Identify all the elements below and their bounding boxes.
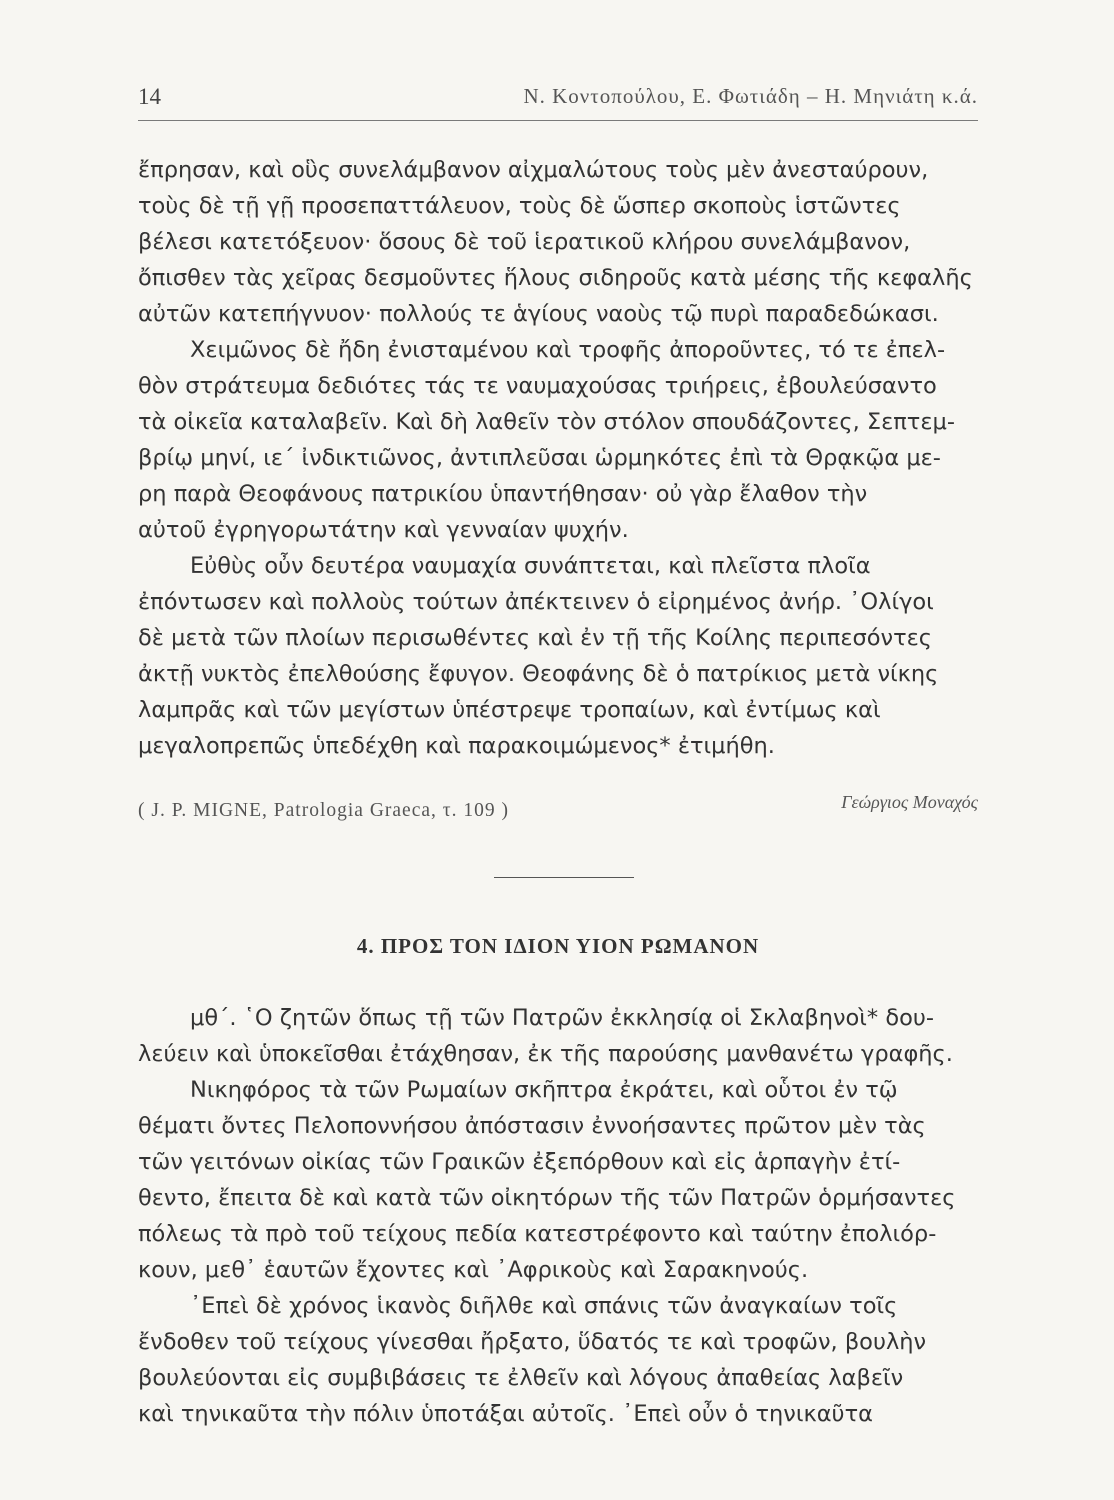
text-line: τοὺς δὲ τῇ γῇ προσεπαττάλευον, τοὺς δὲ ὥσπερ σκοποὺς ἱστῶντες xyxy=(138,193,901,219)
text-line: Εὐθὺς οὖν δευτέρα ναυμαχία συνάπτεται, καὶ πλεῖστα πλοῖα xyxy=(190,553,871,579)
text-line: δὲ μετὰ τῶν πλοίων περισωθέντες καὶ ἐν τῇ τῆς Κοίλης περιπεσόντες xyxy=(138,625,933,651)
text-line: καὶ τηνικαῦτα τὴν πόλιν ὑποτάξαι αὐτοῖς. ᾿Επεὶ οὖν ὁ τηνικαῦτα xyxy=(138,1401,873,1427)
text-line: ἔπρησαν, καὶ οὓς συνελάμβανον αἰχμαλώτους τοὺς μὲν ἀνεσταύρουν, xyxy=(138,157,929,183)
page-number: 14 xyxy=(138,84,161,109)
passage-2 xyxy=(138,1000,988,1432)
section-title: 4. ΠΡΟΣ ΤΟΝ ΙΔΙΟΝ ΥΙΟΝ ΡΩΜΑΝΟΝ xyxy=(356,934,760,958)
text-line: μεγαλοπρεπῶς ὑπεδέχθη καὶ παρακοιμώμενος* ἐτιμήθη. xyxy=(138,733,775,759)
text-line: κουν, μεθ᾽ ἑαυτῶν ἔχοντες καὶ ᾿Αφρικοὺς καὶ Σαρακηνούς. xyxy=(138,1257,809,1283)
text-line: λαμπρᾶς καὶ τῶν μεγίστων ὑπέστρεψε τροπαίων, καὶ ἐντίμως καὶ xyxy=(138,697,881,723)
text-line: αὐτῶν κατεπήγνυον· πολλούς τε ἁγίους ναοὺς τῷ πυρὶ παραδεδώκασι. xyxy=(138,301,939,327)
text-line: μθ΄. ῾Ο ζητῶν ὅπως τῇ τῶν Πατρῶν ἐκκλησίᾳ οἱ Σκλαβηνοὶ* δου- xyxy=(190,1005,934,1031)
text-line: ἀκτῇ νυκτὸς ἐπελθούσης ἔφυγον. Θεοφάνης δὲ ὁ πατρίκιος μετὰ νίκης xyxy=(138,661,939,687)
citation-author: Γεώργιος Μοναχός xyxy=(841,792,978,812)
text-line: βρίῳ μηνί, ιε΄ ἰνδικτιῶνος, ἀντιπλεῦσαι ὡρμηκότες ἐπὶ τὰ Θρᾳκῷα με- xyxy=(138,445,941,471)
text-line: θέματι ὄντες Πελοποννήσου ἀπόστασιν ἐννοήσαντες πρῶτον μὲν τὰς xyxy=(138,1113,926,1139)
text-line: ἔνδοθεν τοῦ τείχους γίνεσθαι ἤρξατο, ὕδατός τε καὶ τροφῶν, βουλὴν xyxy=(138,1329,927,1355)
text-line: Νικηφόρος τὰ τῶν Ρωμαίων σκῆπτρα ἐκράτει, καὶ οὗτοι ἐν τῷ xyxy=(190,1077,898,1103)
citation-source: ( J. P. MIGNE, Patrologia Graeca, τ. 109 ) xyxy=(138,800,509,821)
text-line: ρη παρὰ Θεοφάνους πατρικίου ὑπαντήθησαν· οὐ γὰρ ἔλαθον τὴν xyxy=(138,481,868,507)
text-line: θεντο, ἔπειτα δὲ καὶ κατὰ τῶν οἰκητόρων τῆς τῶν Πατρῶν ὁρμήσαντες xyxy=(138,1185,956,1211)
text-line: βουλεύονται εἰς συμβιβάσεις τε ἐλθεῖν καὶ λόγους ἀπαθείας λαβεῖν xyxy=(138,1365,904,1391)
page-header xyxy=(138,84,978,121)
passage-1 xyxy=(138,152,988,764)
text-line: βέλεσι κατετόξευον· ὅσους δὲ τοῦ ἱερατικοῦ κλήρου συνελάμβανον, xyxy=(138,229,911,255)
section-divider xyxy=(494,877,634,878)
running-head: Ν. Κοντοπούλου, Ε. Φωτιάδη – Η. Μηνιάτη κ.ά. xyxy=(523,84,978,108)
text-line: τὰ οἰκεῖα καταλαβεῖν. Καὶ δὴ λαθεῖν τὸν στόλον σπουδάζοντες, Σεπτεμ- xyxy=(138,409,955,435)
text-line: ὄπισθεν τὰς χεῖρας δεσμοῦντες ἥλους σιδηροῦς κατὰ μέσης τῆς κεφαλῆς xyxy=(138,265,973,291)
text-line: πόλεως τὰ πρὸ τοῦ τείχους πεδία κατεστρέφοντο καὶ ταύτην ἐπολιόρ- xyxy=(138,1221,937,1247)
text-line: λεύειν καὶ ὑποκεῖσθαι ἐτάχθησαν, ἐκ τῆς παρούσης μανθανέτω γραφῆς. xyxy=(138,1041,953,1067)
text-line: αὐτοῦ ἐγρηγορωτάτην καὶ γενναίαν ψυχήν. xyxy=(138,517,629,543)
text-line: ἐπόντωσεν καὶ πολλοὺς τούτων ἀπέκτεινεν ὁ εἰρημένος ἀνήρ. ᾿Ολίγοι xyxy=(138,589,934,615)
text-line: ᾿Επεὶ δὲ χρόνος ἱκανὸς διῆλθε καὶ σπάνις τῶν ἀναγκαίων τοῖς xyxy=(190,1293,898,1319)
text-line: Χειμῶνος δὲ ἤδη ἐνισταμένου καὶ τροφῆς ἀποροῦντες, τό τε ἐπελ- xyxy=(190,337,946,363)
text-line: θὸν στράτευμα δεδιότες τάς τε ναυμαχούσας τριήρεις, ἐβουλεύσαντο xyxy=(138,373,937,399)
text-line: τῶν γειτόνων οἰκίας τῶν Γραικῶν ἐξεπόρθουν καὶ εἰς ἁρπαγὴν ἐτί- xyxy=(138,1149,901,1175)
citation xyxy=(138,792,978,832)
